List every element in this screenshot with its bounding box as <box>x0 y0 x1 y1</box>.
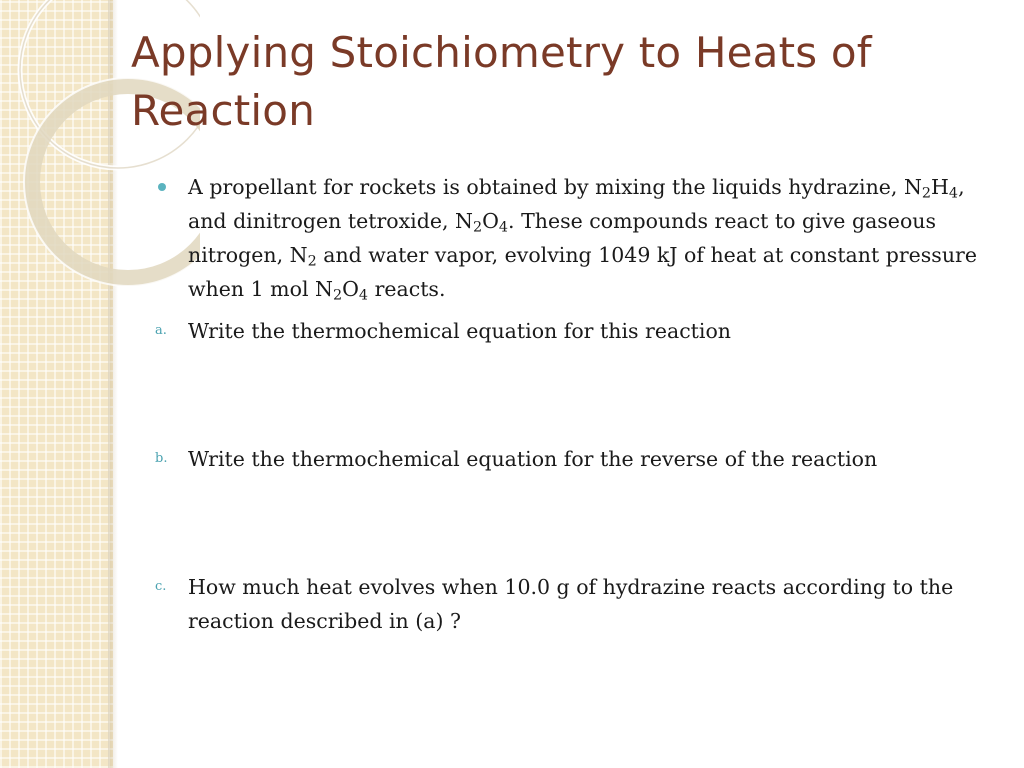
list-item-text: How much heat evolves when 10.0 g of hydrazine reacts according to the reaction described in (a) ? <box>188 575 954 633</box>
list-item-text: Write the thermochemical equation for this reaction <box>188 319 732 343</box>
slide-body <box>155 170 985 638</box>
intro-bullet <box>155 170 985 306</box>
list-marker: c. <box>155 579 167 594</box>
list-item-a <box>155 314 985 348</box>
list-marker: b. <box>155 451 168 466</box>
list-item-text: Write the thermochemical equation for the reverse of the reaction <box>188 447 878 471</box>
list-marker: a. <box>155 323 167 338</box>
list-item-c <box>155 570 985 638</box>
bullet-dot-icon <box>158 183 166 191</box>
list-item-b <box>155 442 985 476</box>
intro-text: A propellant for rockets is obtained by mixing the liquids hydrazine, $N_2H_4$, and dinitrogen tetroxide, $N_2O_4$. These compounds react to give gaseous nitrogen, $N_2$ and water vapor, evolving 1049 kJ of heat at constant pressure when 1 mol $N_2O_4$ reacts. <box>188 175 977 304</box>
slide-title: Applying Stoichiometry to Heats of Reaction <box>131 28 872 135</box>
